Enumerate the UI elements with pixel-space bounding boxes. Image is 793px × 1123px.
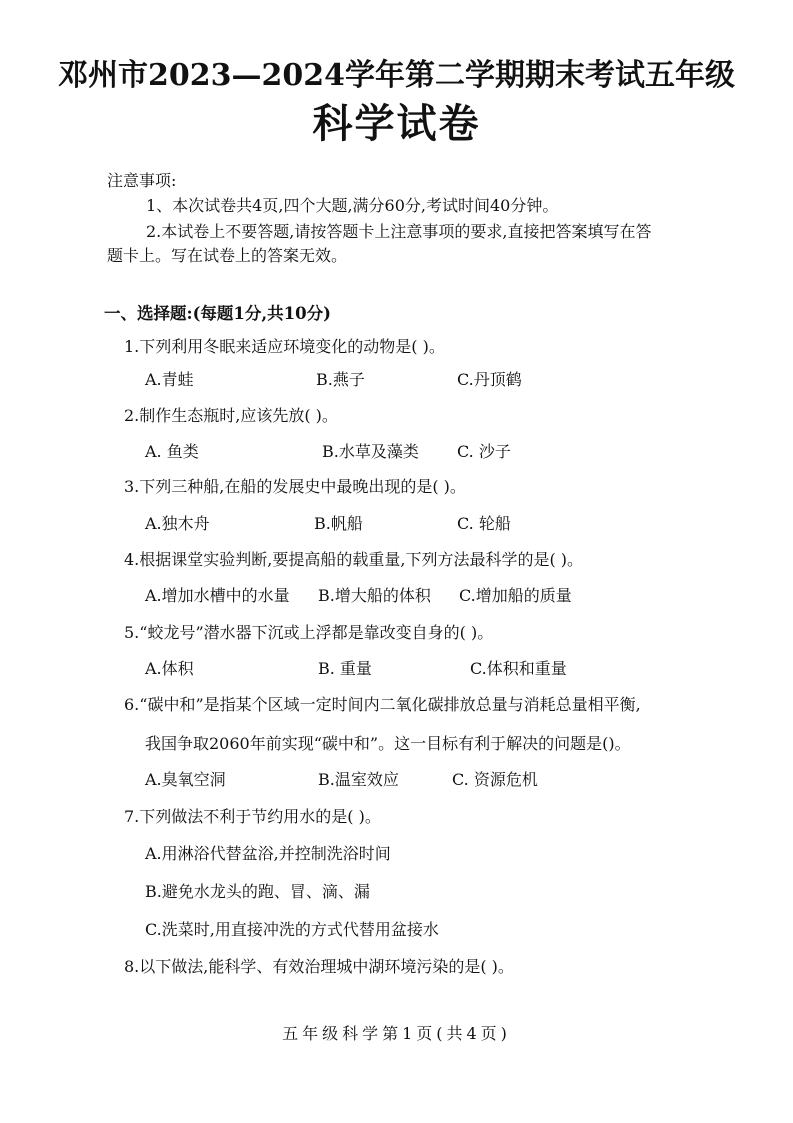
- question-stem-line2: 我国争取2060年前实现“碳中和”。这一目标有利于解决的问题是()。: [145, 734, 631, 753]
- option-a: A.增加水槽中的水量: [145, 586, 290, 605]
- question-stem: 8.以下做法,能科学、有效治理城中湖环境污染的是( )。: [124, 957, 514, 976]
- option-c: C.体积和重量: [470, 659, 567, 678]
- option-c: C. 资源危机: [452, 770, 538, 789]
- notes-item-2-line2: 题卡上。写在试卷上的答案无效。: [107, 246, 348, 265]
- option-b: B.避免水龙头的跑、冒、滴、漏: [145, 882, 370, 901]
- option-a: A.臭氧空洞: [145, 770, 226, 789]
- option-c: C.丹顶鹤: [457, 370, 522, 389]
- question-stem: 2.制作生态瓶时,应该先放( )。: [124, 406, 338, 425]
- option-b: B.帆船: [314, 514, 363, 533]
- question-stem: 3.下列三种船,在船的发展史中最晚出现的是( )。: [124, 477, 466, 496]
- option-c: C. 沙子: [457, 442, 511, 461]
- option-b: B.增大船的体积: [318, 586, 431, 605]
- option-b: B.温室效应: [318, 770, 399, 789]
- option-c: C.洗菜时,用直接冲洗的方式代替用盆接水: [145, 920, 439, 939]
- notes-item-2-line1: 2.本试卷上不要答题,请按答题卡上注意事项的要求,直接把答案填写在答: [146, 222, 652, 241]
- question-stem: 1.下列利用冬眠来适应环境变化的动物是( )。: [124, 337, 445, 356]
- option-c: C. 轮船: [457, 514, 511, 533]
- option-a: A.独木舟: [145, 514, 210, 533]
- exam-title-subject: 科学试卷: [312, 100, 481, 147]
- option-a: A.青蛙: [145, 370, 194, 389]
- question-stem-line1: 6.“碳中和”是指某个区域一定时间内二氧化碳排放总量与消耗总量相平衡,: [124, 695, 641, 714]
- option-a: A. 鱼类: [145, 442, 199, 461]
- section-heading-choice: 一、选择题:(每题1分,共10分): [104, 304, 331, 323]
- question-stem: 5.“蛟龙号”潜水器下沉或上浮都是靠改变自身的( )。: [124, 623, 494, 642]
- option-b: B. 重量: [318, 659, 372, 678]
- question-stem: 4.根据课堂实验判断,要提高船的载重量,下列方法最科学的是( )。: [124, 550, 584, 569]
- option-a: A.体积: [145, 659, 194, 678]
- exam-title-line1: 邓州市2023—2024学年第二学期期末考试五年级: [58, 58, 735, 93]
- notes-item-1: 1、本次试卷共4页,四个大题,满分60分,考试时间40分钟。: [146, 196, 559, 215]
- option-c: C.增加船的质量: [459, 586, 572, 605]
- question-stem: 7.下列做法不利于节约用水的是( )。: [124, 807, 381, 826]
- option-a: A.用淋浴代替盆浴,并控制洗浴时间: [145, 844, 391, 863]
- page-footer: 五年级科学第1页(共4页): [282, 1024, 511, 1043]
- notes-heading: 注意事项:: [107, 171, 177, 190]
- option-b: B.燕子: [316, 370, 365, 389]
- option-b: B.水草及藻类: [322, 442, 419, 461]
